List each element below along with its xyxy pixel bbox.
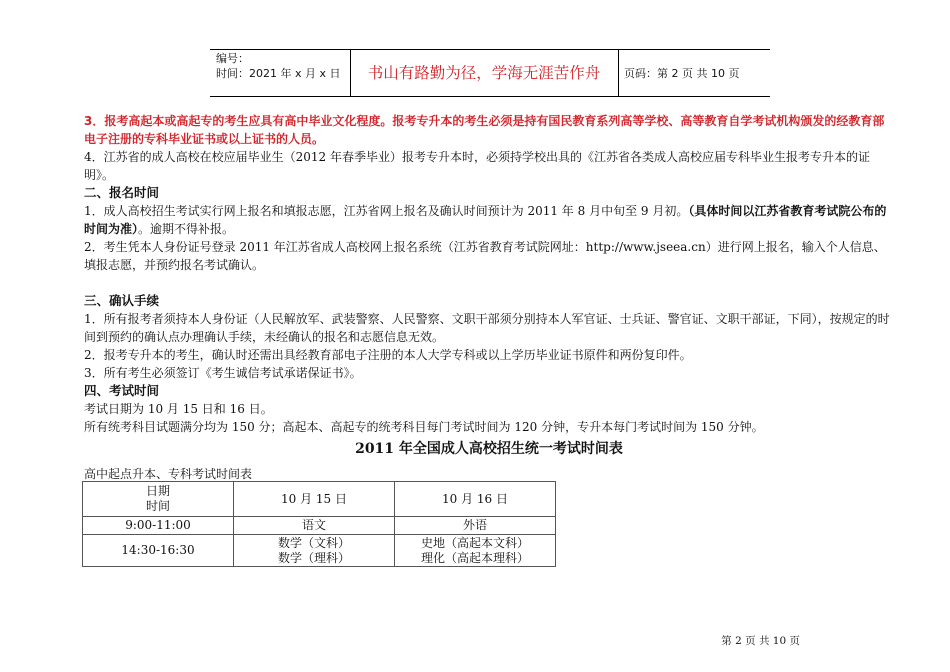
header-page-label: 页码：第 2 页 共 10 页 — [624, 67, 740, 80]
section-2-item-1-tail: 。逾期不得补报。 — [138, 222, 235, 236]
time-cell: 9:00-11:00 — [83, 517, 234, 535]
page-footer: 第 2 页 共 10 页 — [721, 635, 800, 647]
subject: 史地（高起本文科） — [420, 535, 529, 550]
header-top-rule — [210, 49, 770, 50]
header-meta — [216, 51, 341, 81]
document-body — [84, 112, 894, 436]
column-header-day1: 10 月 15 日 — [234, 482, 395, 517]
section-4-title: 四、考试时间 — [84, 383, 160, 398]
table-header-row — [83, 482, 556, 517]
serial-label: 编号： — [216, 52, 249, 65]
section-2-item-1-note: （具体时间以江苏省教育考试院公布的时间为准） — [84, 204, 887, 236]
section-2-title: 二、报名时间 — [84, 185, 160, 200]
corner-time-label: 时间 — [145, 499, 170, 513]
item-4-paragraph: 4．江苏省的成人高校在校应届毕业生（2012 年春季毕业）报考专升本时，必须持学校出具的《江苏省各类成人高校应届专科毕业生报考专升本的证明》。 — [84, 150, 870, 182]
subject: 语文 — [301, 518, 326, 532]
time-cell: 14:30-16:30 — [83, 535, 234, 567]
column-header-day2: 10 月 16 日 — [395, 482, 556, 517]
corner-date-label: 日期 — [145, 484, 170, 498]
subject: 外语 — [462, 518, 487, 532]
subject-cell — [395, 535, 556, 567]
subject: 数学（理科） — [277, 550, 350, 565]
page-header — [210, 49, 770, 97]
exam-schedule-table — [82, 481, 556, 567]
header-divider — [618, 49, 619, 97]
subject-cell — [234, 535, 395, 567]
section-2-item-1 — [84, 202, 894, 238]
section-3-item-1: 1．所有报考者须持本人身份证（人民解放军、武装警察、人民警察、文职干部须分别持本人军官证、士兵证、警官证、文职干部证，下同），按规定的时间到预约的确认点办理确认手续，未经确认的报名和志愿信息无效。 — [84, 312, 890, 344]
section-3-item-2: 2．报考专升本的考生，确认时还需出具经教育部电子注册的本人大学专科或以上学历毕业证书原件和两份复印件。 — [84, 348, 692, 362]
table-row — [83, 517, 556, 535]
section-3-item-3: 3．所有考生必须签订《考生诚信考试承诺保证书》。 — [84, 366, 362, 380]
header-motto: 书山有路勤为径，学海无涯苦作舟 — [367, 64, 601, 82]
subject-cell — [234, 517, 395, 535]
item-3-requirement: 3．报考高起本或高起专的考生应具有高中毕业文化程度。报考专升本的考生必须是持有国民教育系列高等学校、高等教育自学考试机构颁发的经教育部电子注册的专科毕业证书或以上证书的人员。 — [84, 114, 885, 146]
schedule-caption: 高中起点升本、专科考试时间表 — [84, 467, 253, 481]
schedule-title: 2011 年全国成人高校招生统一考试时间表 — [355, 441, 623, 457]
subject: 理化（高起本理科） — [420, 550, 529, 565]
section-4-line-2: 所有统考科目试题满分均为 150 分；高起本、高起专的统考科目每门考试时间为 120 分钟，专升本每门考试时间为 150 分钟。 — [84, 420, 764, 434]
table-row — [83, 535, 556, 567]
header-bottom-rule — [210, 96, 770, 97]
section-4-line-1: 考试日期为 10 月 15 日和 16 日。 — [84, 402, 273, 416]
subject: 数学（文科） — [277, 535, 350, 550]
section-2-item-1-text: 1．成人高校招生考试实行网上报名和填报志愿，江苏省网上报名及确认时间预计为 2011 年 8 月中旬至 9 月初。 — [84, 204, 689, 218]
section-2-item-2: 2．考生凭本人身份证号登录 2011 年江苏省成人高校网上报名系统（江苏省教育考试院网址：http://www.jseea.cn）进行网上报名，输入个人信息、填报志愿，并预约报名考试确认。 — [84, 240, 886, 272]
subject-cell — [395, 517, 556, 535]
time-label: 时间：2021 年 x 月 x 日 — [216, 67, 341, 80]
section-3-title: 三、确认手续 — [84, 293, 160, 308]
table-corner-cell — [83, 482, 234, 517]
